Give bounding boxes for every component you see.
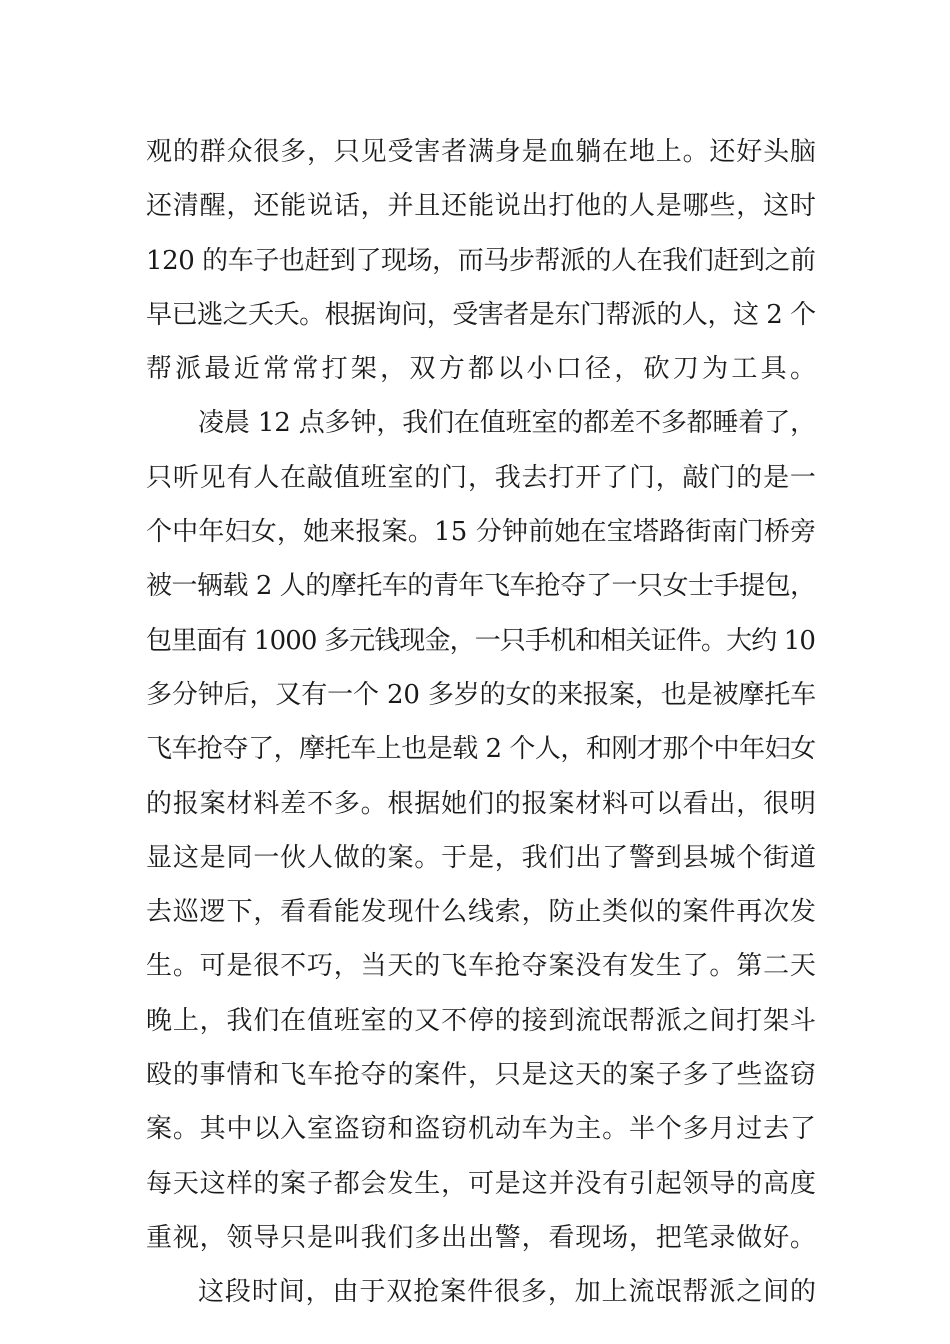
text-line: 被一辆载 2 人的摩托车的青年飞车抢夺了一只女士手提包， <box>146 571 816 602</box>
text-line: 去巡逻下，看看能发现什么线索，防止类似的案件再次发 <box>146 897 817 928</box>
text-line: 这段时间，由于双抢案件很多，加上流氓帮派之间的 <box>198 1277 817 1308</box>
text-line: 凌晨 12 点多钟，我们在值班室的都差不多都睡着了， <box>198 408 816 439</box>
text-line: 帮派最近常常打架，双方都以小口径，砍刀为工具。 <box>146 354 820 385</box>
text-line: 包里面有 1000 多元钱现金，一只手机和相关证件。大约 10 <box>146 625 816 656</box>
text-line: 殴的事情和飞车抢夺的案件，只是这天的案子多了些盗窃 <box>146 1060 817 1091</box>
text-line: 多分钟后，又有一个 20 多岁的女的来报案，也是被摩托车 <box>146 679 816 710</box>
text-line: 还清醒，还能说话，并且还能说出打他的人是哪些，这时 <box>146 191 817 222</box>
text-line: 观的群众很多，只见受害者满身是血躺在地上。还好头脑 <box>146 137 817 167</box>
text-line: 的报案材料差不多。根据她们的报案材料可以看出，很明 <box>146 788 817 819</box>
text-line: 个中年妇女，她来报案。15 分钟前她在宝塔路街南门桥旁 <box>146 517 817 548</box>
text-line: 重视，领导只是叫我们多出出警，看现场，把笔录做好。 <box>146 1222 817 1253</box>
text-line: 飞车抢夺了，摩托车上也是载 2 个人，和刚才那个中年妇女 <box>146 734 816 765</box>
text-line: 显这是同一伙人做的案。于是，我们出了警到县城个街道 <box>146 842 817 873</box>
text-line: 晚上，我们在值班室的又不停的接到流氓帮派之间打架斗 <box>146 1005 817 1036</box>
text-line: 案。其中以入室盗窃和盗窃机动车为主。半个多月过去了 <box>146 1114 817 1145</box>
text-line: 只听见有人在敲值班室的门，我去打开了门，敲门的是一 <box>146 462 817 493</box>
text-line: 120 的车子也赶到了现场，而马步帮派的人在我们赶到之前 <box>146 245 816 276</box>
text-line: 早已逃之夭夭。根据询问，受害者是东门帮派的人，这 2 个 <box>146 299 816 330</box>
text-line: 生。可是很不巧，当天的飞车抢夺案没有发生了。第二天 <box>146 951 817 982</box>
text-line: 每天这样的案子都会发生，可是这并没有引起领导的高度 <box>146 1168 817 1199</box>
body-text <box>146 130 820 1325</box>
